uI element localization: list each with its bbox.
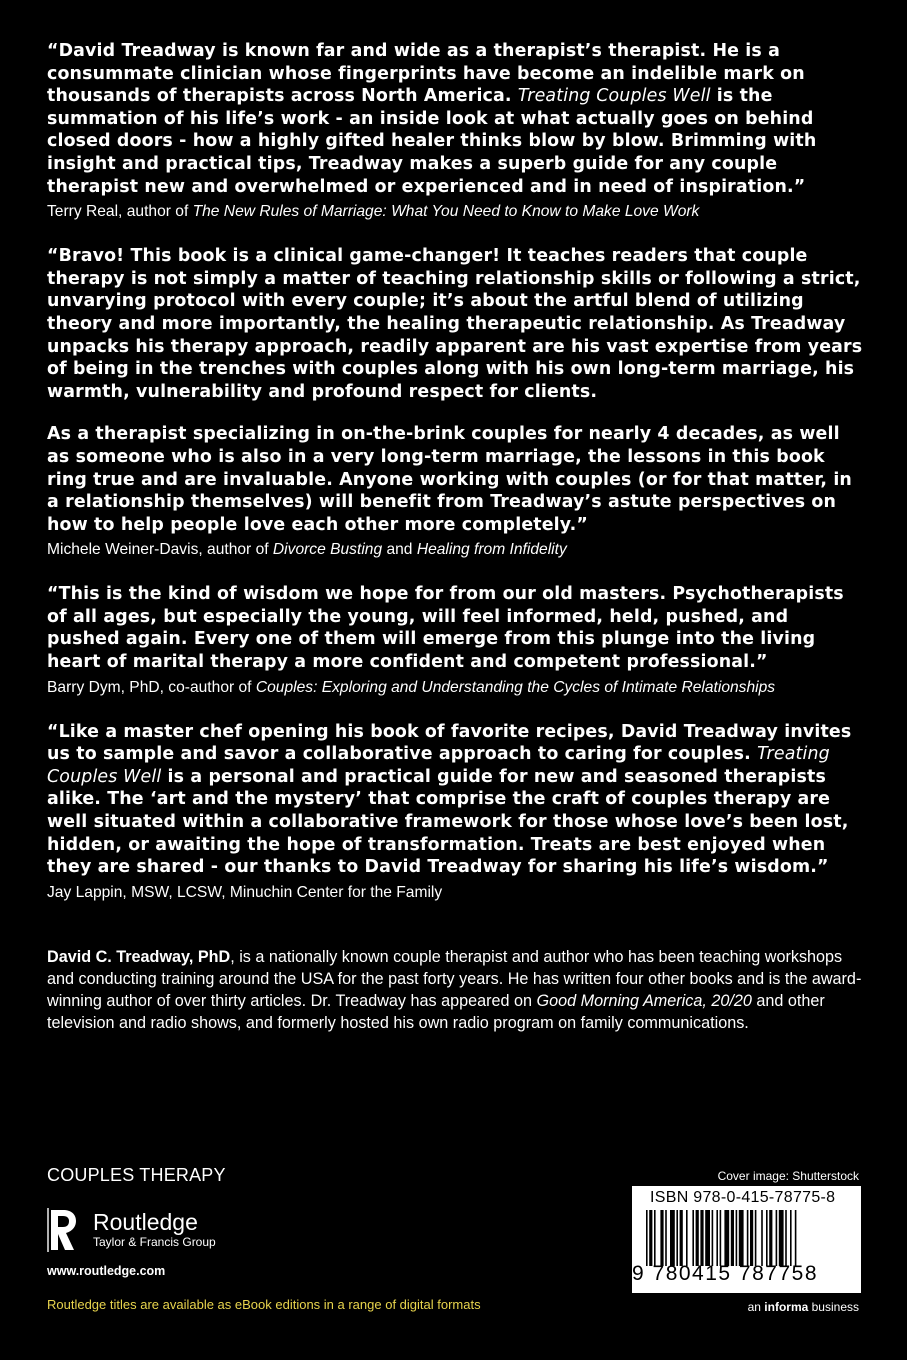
barcode-bar — [747, 1210, 749, 1266]
bio-show-title: Good Morning America — [536, 992, 703, 1011]
quote-paragraph-1: “Bravo! This book is a clinical game-changer! It teaches readers that couple therapy is not simply a matter of teaching relationship skills or following a strict, unvarying protocol with every couple; it’s about the artful blend of utilizing theory and more importantly, the healing therapeutic relationship. As Treadway unpacks his therapy approach, readily apparent are his vast expertise from years of being in the trenches with couples along with his own long-term marriage, his warmth, vulnerability and profound respect for clients. — [47, 246, 863, 402]
barcode-bar — [654, 1210, 656, 1266]
attribution-connector: and — [382, 541, 417, 559]
barcode-bar — [692, 1210, 694, 1266]
barcode-bar — [724, 1210, 729, 1266]
bio-separator: , — [702, 992, 712, 1011]
barcode-bar — [766, 1210, 768, 1266]
barcode-bar — [670, 1210, 675, 1266]
barcode-bar — [755, 1210, 757, 1266]
barcode-bar — [680, 1210, 683, 1266]
endorsement-terry-real — [47, 40, 863, 223]
publisher-name: Routledge — [93, 1209, 198, 1235]
quote-text: “This is the kind of wisdom we hope for from our old masters. Psychotherapists of all ages, but especially the young, will feel informed, held, pushed, and pushed again. Every one of them will emerge from this plunge into the living heart of marital therapy a more confident and competent professional.” — [47, 584, 844, 673]
quote-attribution — [47, 539, 863, 561]
barcode-bar — [665, 1210, 667, 1266]
barcode-bar — [779, 1210, 784, 1266]
barcode-digits: 9 780415 787758 — [632, 1262, 818, 1285]
quote-text-part: is the summation of his life’s work - an inside look at what actually goes on behind closed doors - how a highly gifted healer thinks blow by blow. Brimming with insight and practical tips, Treadway makes a superb guide for any couple therapist new and overwhelmed or experienced and in need of inspiration.” — [47, 86, 817, 197]
isbn-number: ISBN 978-0-415-78775-8 — [650, 1189, 836, 1206]
isbn-barcode — [632, 1186, 861, 1293]
endorsement-barry-dym — [47, 583, 863, 698]
informa-post: business — [808, 1300, 859, 1314]
quote-text-part: “Like a master chef opening his book of favorite recipes, David Treadway invites us to sample and savor a collaborative approach to caring for couples. — [47, 721, 852, 765]
barcode-bars — [642, 1210, 852, 1266]
publisher-name-block — [93, 1210, 216, 1250]
author-bio — [47, 946, 863, 1035]
attribution-author: Barry Dym, PhD, co-author of — [47, 678, 256, 696]
routledge-logo-icon — [47, 1208, 83, 1252]
attribution-book: Divorce Busting — [272, 541, 383, 559]
quote-text-part: is a personal and practical guide for new and seasoned therapists alike. The ‘art and the mystery’ that comprise the craft of couples therapy are well situated within a collaborative framework for those whose love’s been lost, hidden, or awaiting the hope of transformation. Treats are best enjoyed when they are shared - our thanks to David Treadway for sharing his life’s wisdom.” — [47, 766, 849, 878]
publisher-website: www.routledge.com — [47, 1264, 166, 1278]
barcode-bar — [712, 1210, 714, 1266]
barcode-bar — [769, 1210, 772, 1266]
attribution-book: Couples: Exploring and Understanding the Cycles of Intimate Relationships — [255, 678, 776, 696]
barcode-bar — [739, 1210, 744, 1266]
quote-text — [47, 40, 863, 198]
quote-text — [47, 721, 863, 879]
barcode-bar — [660, 1210, 663, 1266]
barcode-bar — [761, 1210, 763, 1266]
author-name: David C. Treadway, PhD — [47, 947, 231, 966]
informa-tagline — [748, 1300, 859, 1314]
barcode-bar — [646, 1210, 648, 1266]
publisher-block — [47, 1165, 226, 1278]
attribution-book: The New Rules of Marriage: What You Need to Know to Make Love Work — [192, 203, 700, 221]
informa-brand: informa — [764, 1300, 809, 1314]
barcode-bar — [785, 1210, 787, 1266]
ebook-note: Routledge titles are available as eBook editions in a range of digital formats — [47, 1297, 481, 1312]
back-cover-content — [47, 40, 863, 1035]
cover-credit: Cover image: Shutterstock — [717, 1169, 859, 1183]
quote-text-part: “David Treadway is known far and wide as a therapist’s therapist. He is a consummate clinician whose fingerprints have become an indelible mark on thousands of therapists across North America. — [47, 41, 805, 107]
barcode-bar — [676, 1210, 678, 1266]
barcode-bar — [750, 1210, 753, 1266]
quote-attribution — [47, 201, 863, 223]
barcode-bar — [705, 1210, 710, 1266]
attribution-author: Michele Weiner-Davis, author of — [47, 541, 273, 559]
attribution-book: Healing from Infidelity — [416, 541, 567, 559]
bio-text: and other television and radio shows, and formerly hosted his own radio program on family communications. — [47, 992, 825, 1033]
barcode-bar — [731, 1210, 734, 1266]
endorsement-michele-weiner-davis — [47, 245, 863, 561]
barcode-bar — [686, 1210, 688, 1266]
barcode-bar — [795, 1210, 797, 1266]
barcode-bar — [716, 1210, 718, 1266]
barcode-bar — [790, 1210, 792, 1266]
barcode-bar — [700, 1210, 703, 1266]
bio-show-title: 20/20 — [711, 992, 752, 1011]
barcode-bar — [649, 1210, 652, 1266]
endorsement-jay-lappin — [47, 721, 863, 904]
barcode-bar — [720, 1210, 722, 1266]
book-title-italic: Treating Couples Well — [517, 86, 711, 107]
quote-paragraph-2: As a therapist specializing in on-the-brink couples for nearly 4 decades, as well as someone who is also in a very long-term marriage, the lessons in this book ring true and are invaluable. Anyone working with couples (or for that matter, in a relationship themselves) will benefit from Treadway’s astute perspectives on how to help people love each other more completely.” — [47, 424, 852, 535]
book-title-italic: Treating Couples Well — [47, 744, 830, 787]
barcode-bar — [696, 1210, 699, 1266]
subject-category: COUPLES THERAPY — [47, 1165, 226, 1185]
informa-pre: an — [747, 1300, 765, 1314]
attribution-author: Terry Real, author of — [47, 203, 193, 221]
bio-text: , is a nationally known couple therapist and author who has been teaching workshops and conducting training around the USA for the past forty years. He has written four other books and is the award-winning author of over thirty articles. Dr. Treadway has appeared on — [47, 947, 862, 1011]
barcode-bar — [736, 1210, 738, 1266]
barcode-bar — [776, 1210, 778, 1266]
publisher-logo — [47, 1208, 226, 1252]
publisher-group: Taylor & Francis Group — [93, 1235, 216, 1249]
quote-attribution — [47, 677, 863, 699]
quote-attribution: Jay Lappin, MSW, LCSW, Minuchin Center for the Family — [47, 883, 443, 901]
